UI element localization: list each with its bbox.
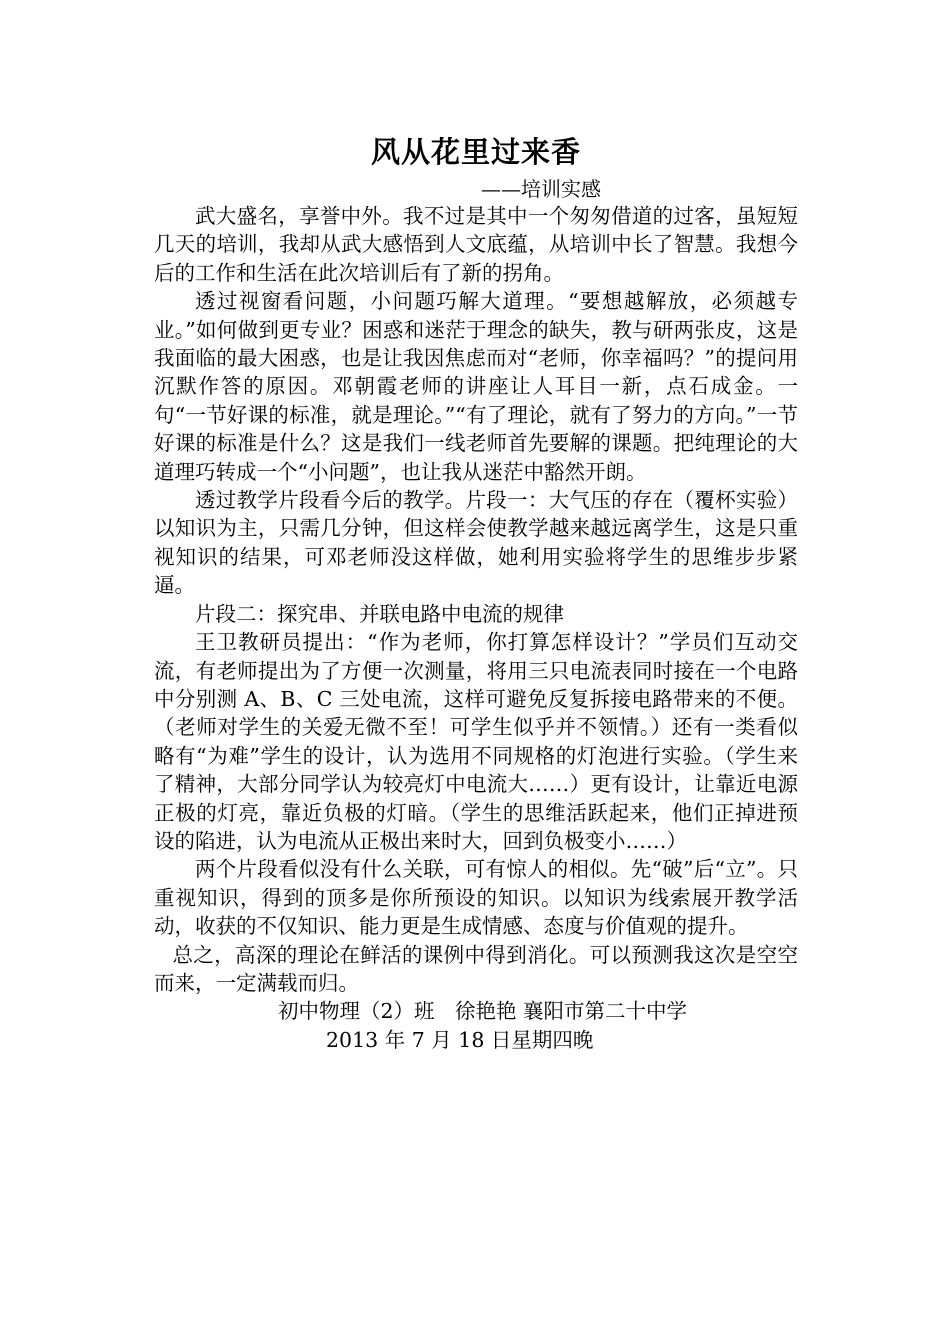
document-title: 风从花里过来香	[370, 135, 581, 169]
paragraph-intro: 武大盛名，享誉中外。我不过是其中一个匆匆借道的过客，虽短短几天的培训，我却从武大感悟到人文底蕴，从培训中长了智慧。我想今后的工作和生活在此次培训后有了新的拐角。	[154, 204, 798, 285]
document-subtitle: ——培训实感	[481, 177, 601, 201]
paragraph-window: 透过视窗看问题，小问题巧解大道理。“要想越解放，必须越专业。”如何做到更专业？困惑和迷茫于理念的缺失，教与研两张皮，这是我面临的最大困惑，也是让我因焦虑而对“老师，你幸福吗？”的提问用沉默作答的原因。邓朝霞老师的讲座让人耳目一新，点石成金。一句“一节好课的标准，就是理论。”“有了理论，就有了努力的方向。”一节好课的标准是什么？这是我们一线老师首先要解的课题。把纯理论的大道理巧转成一个“小问题”，也让我从迷茫中豁然开朗。	[154, 289, 798, 484]
paragraph-comparison: 两个片段看似没有什么关联，可有惊人的相似。先“破”后“立”。只重视知识，得到的顶多是你所预设的知识。以知识为线索展开教学活动，收获的不仅知识、能力更是生成情感、态度与价值观的提升。	[154, 857, 798, 939]
paragraph-conclusion: 总之，高深的理论在鲜活的课例中得到消化。可以预测我这次是空空而来，一定满载而归。	[154, 942, 798, 995]
author-line: 初中物理（2）班 徐艳艳 襄阳市第二十中学	[278, 999, 688, 1024]
paragraph-segment-one: 透过教学片段看今后的教学。片段一：大气压的存在（覆杯实验）以知识为主，只需几分钟，但这样会使教学越来越远离学生，这是只重视知识的结果，可邓老师没这样做，她利用实验将学生的思维步步紧逼。	[154, 488, 798, 598]
document-body	[154, 128, 798, 1054]
date-line: 2013 年 7 月 18 日星期四晚	[326, 1027, 594, 1052]
paragraph-segment-two-heading: 片段二：探究串、并联电路中电流的规律	[195, 601, 564, 626]
paragraph-segment-two: 王卫教研员提出：“作为老师，你打算怎样设计？”学员们互动交流，有老师提出为了方便一次测量，将用三只电流表同时接在一个电路中分别测 A、B、C 三处电流，这样可避免反复拆接电路带来的不便。（老师对学生的关爱无微不至！可学生似乎并不领情。）还有一类看似略有“为难”学生的设计，认为选用不同规格的灯泡进行实验。（学生来了精神，大部分同学认为较亮灯中电流大……）更有设计，让靠近电源正极的灯亮，靠近负极的灯暗。（学生的思维活跃起来，他们正掉进预设的陷进，认为电流从正极出来时大，回到负极变小……）	[154, 630, 798, 853]
